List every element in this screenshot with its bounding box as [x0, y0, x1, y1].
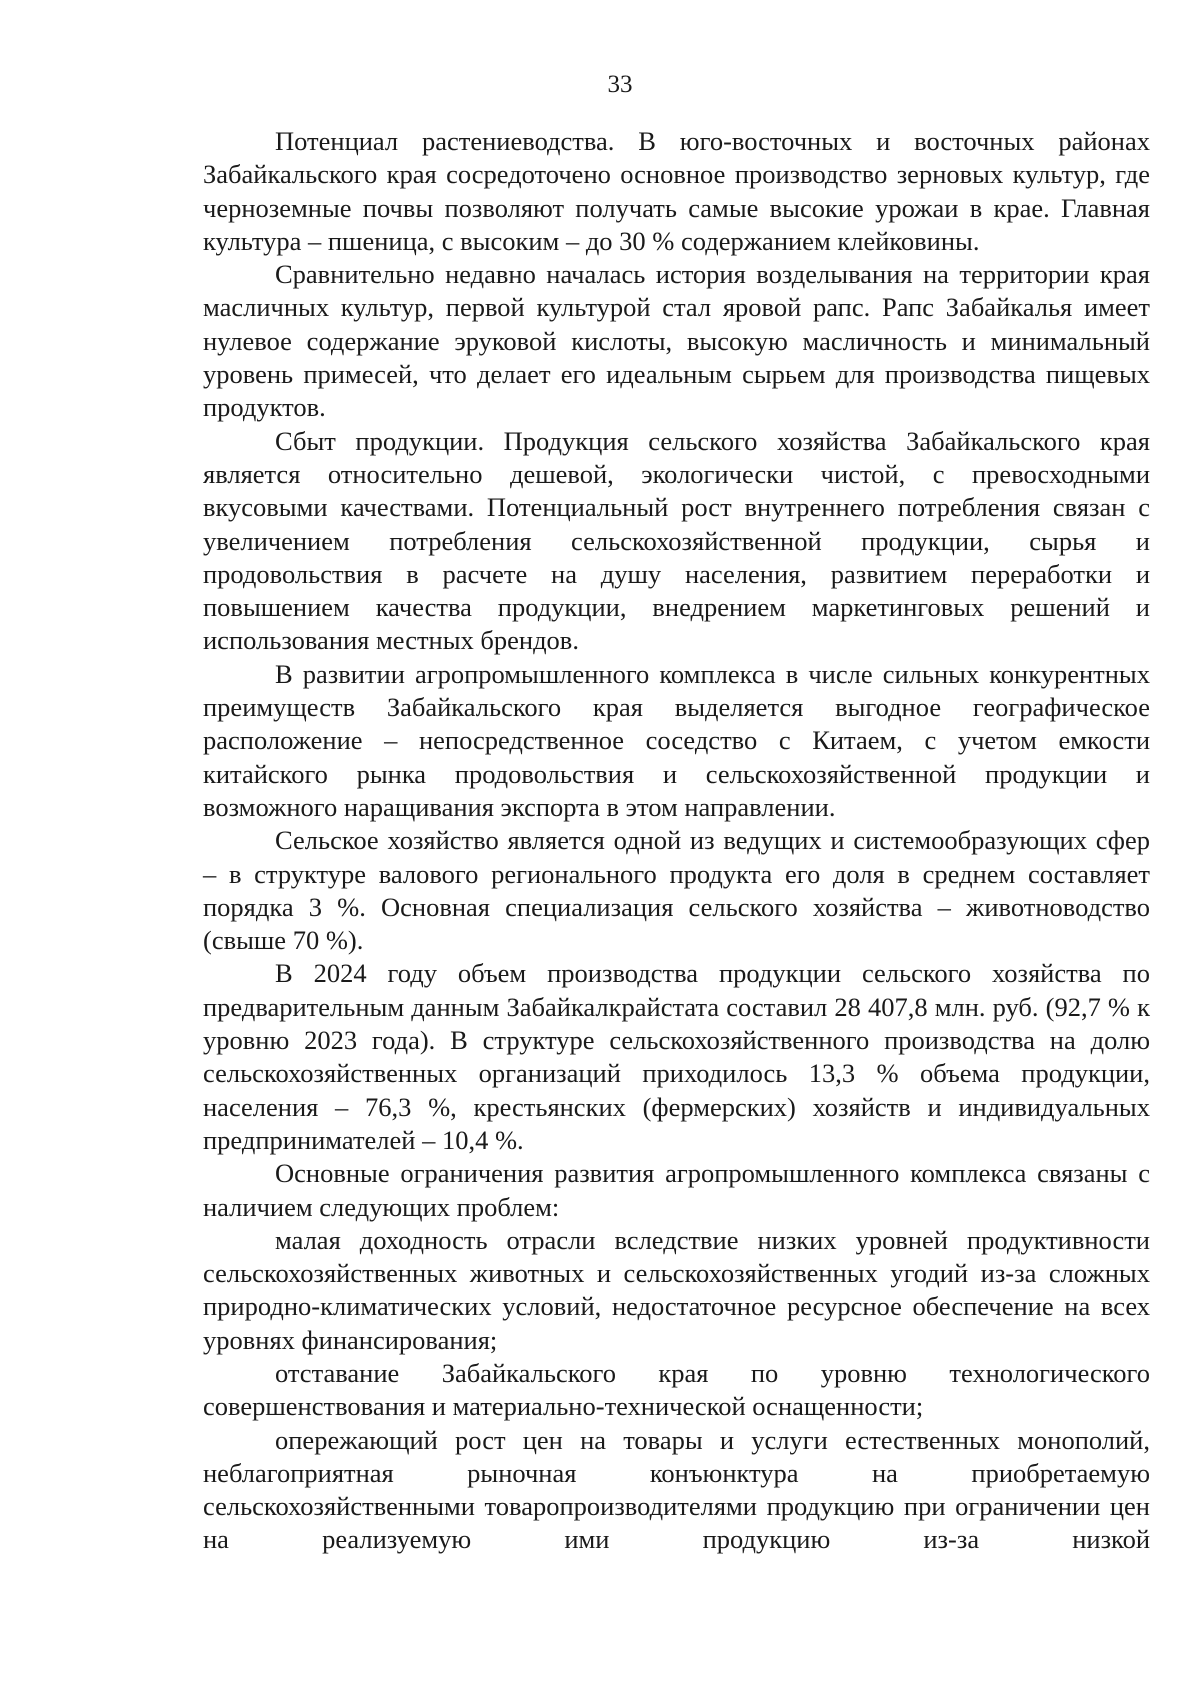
- list-item-low-profitability: малая доходность отрасли вследствие низких уровней продуктивности сельскохозяйственных животных и сельскохозяйственных угодий из-за сложных природно-климатических условий, недостаточное ресурсное обеспечение на всех уровнях финансирования;: [203, 1224, 1150, 1355]
- paragraph-oilseed-crops: Сравнительно недавно началась история возделывания на территории края масличных культур, первой культурой стал яровой рапс. Рапс Забайкалья имеет нулевое содержание эруковой кислоты, высокую масличность и минимальный уровень примесей, что делает его идеальным сырьем для производства пищевых продуктов.: [203, 259, 1150, 423]
- page-number: 33: [607, 71, 633, 98]
- paragraph-main-limitations: Основные ограничения развития агропромышленного комплекса связаны с наличием следующих проблем:: [203, 1158, 1150, 1222]
- list-item-technological-lag: отставание Забайкальского края по уровню технологического совершенствования и материально-технической оснащенности;: [203, 1357, 1150, 1422]
- document-body: [203, 125, 1150, 1557]
- paragraph-agriculture-share: Сельское хозяйство является одной из ведущих и системообразующих сфер – в структуре валового регионального продукта его доля в среднем составляет порядка 3 %. Основная специализация сельского хозяйства – животноводство (свыше 70 %).: [203, 825, 1150, 956]
- paragraph-crop-potential: Потенциал растениеводства. В юго-восточных и восточных районах Забайкальского края сосредоточено основное производство зерновых культур, где черноземные почвы позволяют получать самые высокие урожаи в крае. Главная культура – пшеница, с высоким – до 30 % содержанием клейковины.: [203, 126, 1150, 256]
- paragraph-competitive-advantages: В развитии агропромышленного комплекса в числе сильных конкурентных преимуществ Забайкальского края выделяется выгодное географическое расположение – непосредственное соседство с Китаем, с учетом емкости китайского рынка продовольствия и сельскохозяйственной продукции и возможного наращивания экспорта в этом направлении.: [203, 658, 1150, 822]
- paragraph-production-2024: В 2024 году объем производства продукции сельского хозяйства по предварительным данным Забайкалкрайстата составил 28 407,8 млн. руб. (92,7 % к уровню 2023 года). В структуре сельскохозяйственного производства на долю сельскохозяйственных организаций приходилось 13,3 % объема продукции, населения – 76,3 %, крестьянских (фермерских) хозяйств и индивидуальных предпринимателей – 10,4 %.: [203, 958, 1150, 1155]
- list-item-price-growth: опережающий рост цен на товары и услуги естественных монополий, неблагоприятная рыночная конъюнктура на приобретаемую сельскохозяйственными товаропроизводителями продукцию при ограничении цен на реализуемую ими продукцию из-за низкой: [203, 1424, 1150, 1555]
- paragraph-product-sales: Сбыт продукции. Продукция сельского хозяйства Забайкальского края является относительно дешевой, экологически чистой, с превосходными вкусовыми качествами. Потенциальный рост внутреннего потребления связан с увеличением потребления сельскохозяйственной продукции, сырья и продовольствия в расчете на душу населения, развитием переработки и повышением качества продукции, внедрением маркетинговых решений и использования местных брендов.: [203, 425, 1150, 656]
